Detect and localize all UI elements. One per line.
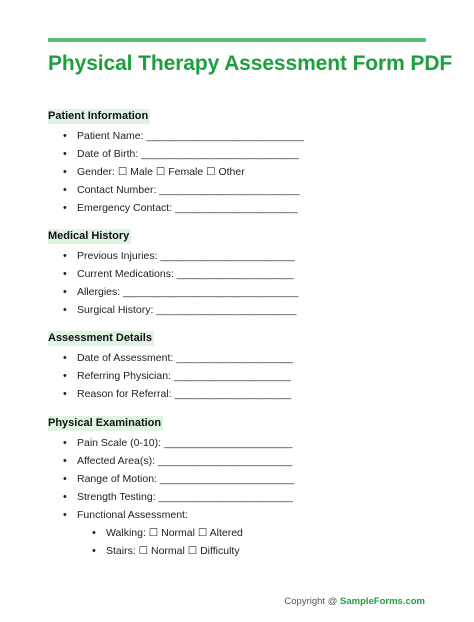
top-accent-bar — [48, 38, 426, 42]
subfield-stairs: • Stairs: ☐ Normal ☐ Difficulty — [0, 542, 294, 560]
field-allergies: • Allergies: ______________________________ — [0, 283, 298, 301]
field-range-of-motion: • Range of Motion: _______________________ — [0, 470, 294, 488]
field-strength-testing: • Strength Testing: _______________________ — [0, 488, 294, 506]
field-patient-name: • Patient Name: ___________________________ — [0, 127, 304, 145]
field-referring-physician: • Referring Physician: ____________________ — [0, 367, 293, 385]
field-surgical-history: • Surgical History: ________________________ — [0, 301, 298, 319]
field-current-medications: • Current Medications: ____________________ — [0, 265, 298, 283]
section-heading-assessment-details: Assessment Details — [48, 332, 152, 344]
page-title: Physical Therapy Assessment Form PDF — [48, 52, 453, 75]
section-heading-physical-examination: Physical Examination — [48, 417, 162, 429]
field-pain-scale: • Pain Scale (0-10): ______________________ — [0, 434, 294, 452]
footer-copyright — [284, 596, 425, 607]
subfield-walking: • Walking: ☐ Normal ☐ Altered — [0, 524, 294, 542]
field-functional-assessment: • Functional Assessment: — [0, 506, 294, 524]
copyright-text: Copyright @ — [284, 596, 340, 607]
physical-examination-list — [0, 434, 294, 560]
assessment-details-list — [0, 349, 293, 403]
field-gender: • Gender: ☐ Male ☐ Female ☐ Other — [0, 163, 304, 181]
section-heading-medical-history: Medical History — [48, 230, 130, 242]
field-previous-injuries: • Previous Injuries: _______________________ — [0, 247, 298, 265]
brand-link[interactable]: SampleForms.com — [340, 596, 425, 607]
field-affected-areas: • Affected Area(s): _______________________ — [0, 452, 294, 470]
section-heading-patient-information: Patient Information — [48, 110, 149, 122]
medical-history-list — [0, 247, 298, 319]
field-emergency-contact: • Emergency Contact: _____________________ — [0, 199, 304, 217]
patient-information-list — [0, 127, 304, 217]
field-date-of-birth: • Date of Birth: ___________________________ — [0, 145, 304, 163]
field-reason-for-referral: • Reason for Referral: ____________________ — [0, 385, 293, 403]
field-contact-number: • Contact Number: ________________________ — [0, 181, 304, 199]
field-date-of-assessment: • Date of Assessment: ____________________ — [0, 349, 293, 367]
